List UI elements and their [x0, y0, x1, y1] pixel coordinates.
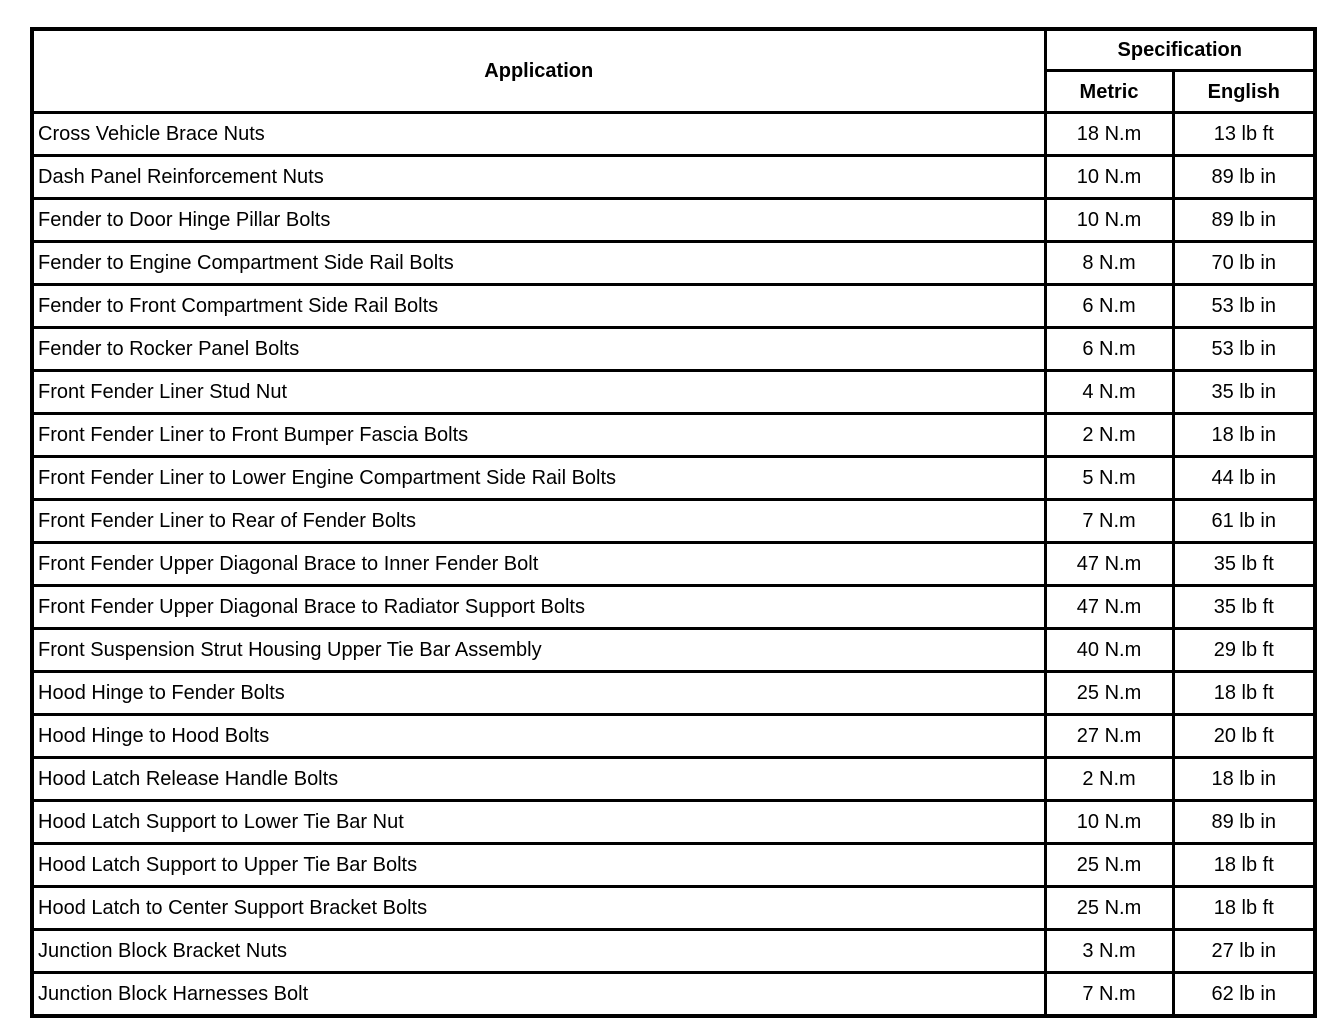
- table-row: [32, 199, 1315, 242]
- table-header: [32, 29, 1315, 113]
- table-row: [32, 758, 1315, 801]
- english-value-cell: 18 lb ft: [1173, 844, 1315, 887]
- metric-column-header: Metric: [1045, 71, 1173, 113]
- metric-value-cell: 25 N.m: [1045, 887, 1173, 930]
- application-cell: Hood Latch to Center Support Bracket Bolts: [32, 887, 1045, 930]
- application-cell: Fender to Engine Compartment Side Rail Bolts: [32, 242, 1045, 285]
- english-value-cell: 61 lb in: [1173, 500, 1315, 543]
- english-value-cell: 29 lb ft: [1173, 629, 1315, 672]
- torque-spec-table: [30, 27, 1317, 1018]
- metric-value-cell: 6 N.m: [1045, 285, 1173, 328]
- metric-value-cell: 27 N.m: [1045, 715, 1173, 758]
- application-cell: Front Fender Liner to Lower Engine Compartment Side Rail Bolts: [32, 457, 1045, 500]
- application-cell: Front Fender Liner to Front Bumper Fascia Bolts: [32, 414, 1045, 457]
- english-value-cell: 35 lb in: [1173, 371, 1315, 414]
- table-row: [32, 672, 1315, 715]
- metric-value-cell: 25 N.m: [1045, 672, 1173, 715]
- table-row: [32, 801, 1315, 844]
- table-row: [32, 113, 1315, 156]
- english-value-cell: 89 lb in: [1173, 156, 1315, 199]
- application-cell: Hood Latch Release Handle Bolts: [32, 758, 1045, 801]
- application-cell: Fender to Front Compartment Side Rail Bolts: [32, 285, 1045, 328]
- english-value-cell: 44 lb in: [1173, 457, 1315, 500]
- metric-value-cell: 7 N.m: [1045, 500, 1173, 543]
- table-row: [32, 328, 1315, 371]
- english-value-cell: 35 lb ft: [1173, 543, 1315, 586]
- english-value-cell: 53 lb in: [1173, 285, 1315, 328]
- application-cell: Front Fender Liner Stud Nut: [32, 371, 1045, 414]
- english-value-cell: 62 lb in: [1173, 973, 1315, 1017]
- metric-value-cell: 5 N.m: [1045, 457, 1173, 500]
- metric-value-cell: 3 N.m: [1045, 930, 1173, 973]
- english-value-cell: 53 lb in: [1173, 328, 1315, 371]
- english-column-header: English: [1173, 71, 1315, 113]
- application-cell: Hood Hinge to Fender Bolts: [32, 672, 1045, 715]
- english-value-cell: 20 lb ft: [1173, 715, 1315, 758]
- table-row: [32, 930, 1315, 973]
- english-value-cell: 13 lb ft: [1173, 113, 1315, 156]
- metric-value-cell: 40 N.m: [1045, 629, 1173, 672]
- english-value-cell: 18 lb ft: [1173, 887, 1315, 930]
- application-cell: Dash Panel Reinforcement Nuts: [32, 156, 1045, 199]
- metric-value-cell: 47 N.m: [1045, 543, 1173, 586]
- table-row: [32, 371, 1315, 414]
- english-value-cell: 27 lb in: [1173, 930, 1315, 973]
- table-row: [32, 586, 1315, 629]
- metric-value-cell: 10 N.m: [1045, 199, 1173, 242]
- table-row: [32, 715, 1315, 758]
- metric-value-cell: 47 N.m: [1045, 586, 1173, 629]
- application-cell: Fender to Rocker Panel Bolts: [32, 328, 1045, 371]
- application-cell: Hood Latch Support to Upper Tie Bar Bolts: [32, 844, 1045, 887]
- application-column-header: Application: [32, 29, 1045, 113]
- table-row: [32, 973, 1315, 1017]
- table-row: [32, 414, 1315, 457]
- table-row: [32, 887, 1315, 930]
- table-row: [32, 457, 1315, 500]
- metric-value-cell: 2 N.m: [1045, 414, 1173, 457]
- application-cell: Front Fender Upper Diagonal Brace to Inner Fender Bolt: [32, 543, 1045, 586]
- english-value-cell: 89 lb in: [1173, 801, 1315, 844]
- english-value-cell: 89 lb in: [1173, 199, 1315, 242]
- table-row: [32, 156, 1315, 199]
- table-row: [32, 543, 1315, 586]
- application-cell: Fender to Door Hinge Pillar Bolts: [32, 199, 1045, 242]
- metric-value-cell: 4 N.m: [1045, 371, 1173, 414]
- application-cell: Cross Vehicle Brace Nuts: [32, 113, 1045, 156]
- application-cell: Front Fender Upper Diagonal Brace to Radiator Support Bolts: [32, 586, 1045, 629]
- spec-table-body: [32, 113, 1315, 1017]
- table-row: [32, 844, 1315, 887]
- metric-value-cell: 2 N.m: [1045, 758, 1173, 801]
- english-value-cell: 18 lb in: [1173, 414, 1315, 457]
- english-value-cell: 70 lb in: [1173, 242, 1315, 285]
- table-row: [32, 500, 1315, 543]
- english-value-cell: 18 lb ft: [1173, 672, 1315, 715]
- application-cell: Junction Block Bracket Nuts: [32, 930, 1045, 973]
- metric-value-cell: 7 N.m: [1045, 973, 1173, 1017]
- specification-column-header: Specification: [1045, 29, 1315, 71]
- metric-value-cell: 10 N.m: [1045, 156, 1173, 199]
- metric-value-cell: 8 N.m: [1045, 242, 1173, 285]
- metric-value-cell: 25 N.m: [1045, 844, 1173, 887]
- application-cell: Hood Latch Support to Lower Tie Bar Nut: [32, 801, 1045, 844]
- metric-value-cell: 18 N.m: [1045, 113, 1173, 156]
- application-cell: Hood Hinge to Hood Bolts: [32, 715, 1045, 758]
- table-row: [32, 285, 1315, 328]
- application-cell: Junction Block Harnesses Bolt: [32, 973, 1045, 1017]
- table-row: [32, 242, 1315, 285]
- application-cell: Front Suspension Strut Housing Upper Tie Bar Assembly: [32, 629, 1045, 672]
- english-value-cell: 35 lb ft: [1173, 586, 1315, 629]
- english-value-cell: 18 lb in: [1173, 758, 1315, 801]
- header-row-top: [32, 29, 1315, 71]
- metric-value-cell: 6 N.m: [1045, 328, 1173, 371]
- table-row: [32, 629, 1315, 672]
- metric-value-cell: 10 N.m: [1045, 801, 1173, 844]
- application-cell: Front Fender Liner to Rear of Fender Bolts: [32, 500, 1045, 543]
